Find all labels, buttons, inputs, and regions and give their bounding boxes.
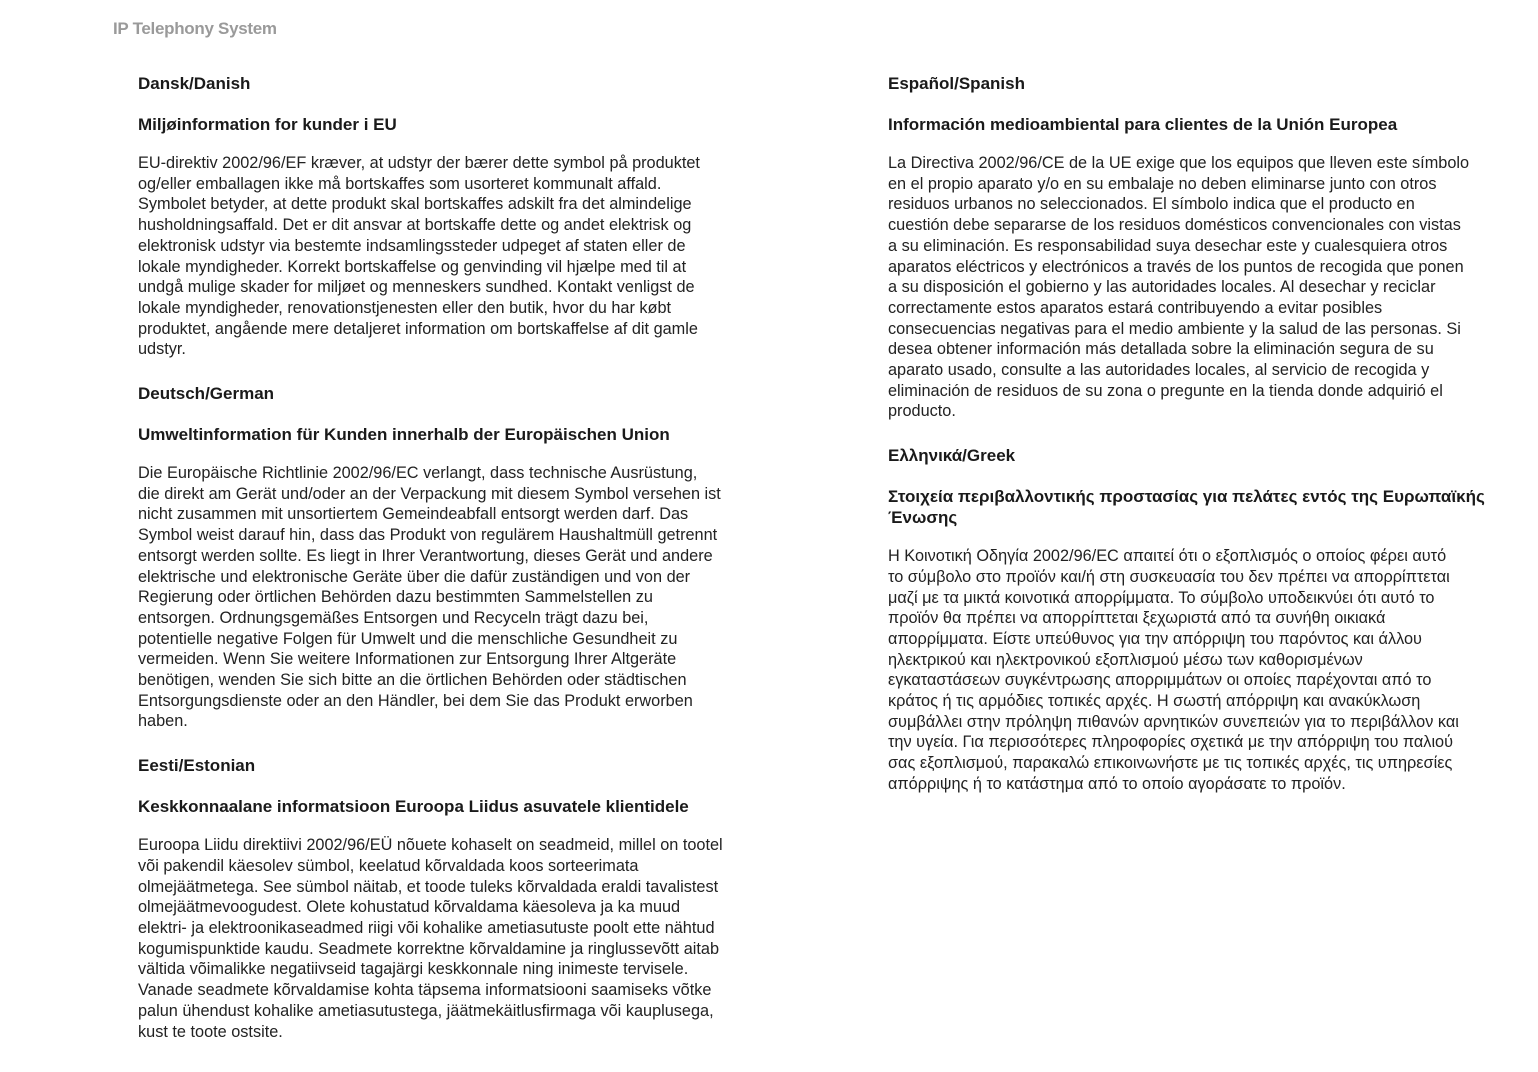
document-header-title: IP Telephony System bbox=[113, 19, 277, 38]
language-heading: Ελληνικά/Greek bbox=[888, 446, 1016, 466]
language-heading: Dansk/Danish bbox=[138, 74, 251, 93]
section-body: Η Κοινοτική Οδηγία 2002/96/EC απαιτεί ότι ο εξοπλισμός ο οποίος φέρει αυτό το σύμβολο στο προϊόν και/ή στη συσκευασία του δεν πρέπει να απορρίπτεται μαζί με τα μικτά κοινοτικά απορρίμματα. Το σύμβολο υποδεικνύει ότι αυτό το προϊόν θα πρέπει να απορρίπτεται ξεχωριστά από τα συνήθη οικιακά απορρίμματα. Είστε υπεύθυνος για την απόρριψη του παρόντος και άλλου ηλεκτρικού και ηλεκτρονικού εξοπλισμού μέσω των καθορισμένων εγκαταστάσεων συγκέντρωσης απορριμμάτων οι οποίες παρέχονται από το κράτος ή τις αρμόδιες τοπικές αρχές. Η σωστή απόρριψη και ανακύκλωση συμβάλλει στην πρόληψη πιθανών αρνητικών συνεπειών για το περιβάλλον και την υγεία. Για περισσότερες πληροφορίες σχετικά με την απόρριψη του παλιού σας εξοπλισμού, παρακαλώ επικοινωνήστε με τις τοπικές αρχές, τις υπηρεσίες απόρριψης ή το κατάστημα από το οποίο αγοράσατε το προϊόν. bbox=[888, 547, 1459, 793]
section-danish bbox=[138, 72, 798, 360]
section-german bbox=[138, 382, 798, 732]
section-heading: Información medioambiental para clientes de la Unión Europea bbox=[888, 115, 1398, 134]
language-heading: Deutsch/German bbox=[138, 384, 275, 404]
section-heading: Στοιχεία περιβαλλοντικής προστασίας για πελάτες εντός της Ευρωπαϊκής Ένωσης bbox=[888, 487, 1485, 528]
section-body: EU-direktiv 2002/96/EF kræver, at udstyr der bærer dette symbol på produktet og/eller emballagen ikke må bortskaffes som usorteret kommunalt affald. Symbolet betyder, at dette produkt skal bortskaffes adskilt fra det almindelige husholdningsaffald. Det er dit ansvar at bortskaffe dette og andet elektrisk og elektronisk udstyr via bestemte indsamlingssteder udpeget af staten eller de lokale myndigheder. Korrekt bortskaffelse og genvinding vil hjælpe med til at undgå mulige skader for miljøet og menneskers sundhed. Kontakt venligst de lokale myndigheder, renovationstjenesten eller den butik, hvor du har købt produktet, angående mere detaljeret information om bortskaffelse af dit gamle udstyr. bbox=[138, 154, 700, 359]
language-heading: Eesti/Estonian bbox=[138, 756, 256, 776]
section-spanish bbox=[888, 72, 1536, 422]
left-column bbox=[138, 72, 798, 1064]
section-body: Die Europäische Richtlinie 2002/96/EC verlangt, dass technische Ausrüstung, die direkt am Gerät und/oder an der Verpackung mit diesem Symbol versehen ist nicht zusammen mit unsortiertem Gemeindeabfall entsorgt werden darf. Das Symbol weist darauf hin, dass das Produkt von regulärem Haushaltmüll getrennt entsorgt werden sollte. Es liegt in Ihrer Verantwortung, dieses Gerät und andere elektrische und elektronische Geräte über die dafür zuständigen und von der Regierung oder örtlichen Behörden dazu bestimmten Sammelstellen zu entsorgen. Ordnungsgemäßes Entsorgen und Recyceln trägt dazu bei, potentielle negative Folgen für Umwelt und die menschliche Gesundheit zu vermeiden. Wenn Sie weitere Informationen zur Entsorgung Ihrer Altgeräte benötigen, wenden Sie sich bitte an die örtlichen Behörden oder städtischen Entsorgungsdienste oder an den Händler, bei dem Sie das Produkt erworben haben. bbox=[138, 464, 721, 731]
section-body: La Directiva 2002/96/CE de la UE exige que los equipos que lleven este símbolo en el propio aparato y/o en su embalaje no deben eliminarse junto con otros residuos urbanos no seleccionados. El símbolo indica que el producto en cuestión debe separarse de los residuos domésticos convencionales con vistas a su eliminación. Es responsabilidad suya desechar este y cualesquiera otros aparatos eléctricos y electrónicos a través de los puntos de recogida que ponen a su disposición el gobierno y las autoridades locales. Al desechar y reciclar correctamente estos aparatos estará contribuyendo a evitar posibles consecuencias negativas para el medio ambiente y la salud de las personas. Si desea obtener información más detallada sobre la eliminación segura de su aparato usado, consulte a las autoridades locales, al servicio de recogida y eliminación de residuos de su zona o pregunte en la tienda donde adquirió el producto. bbox=[888, 154, 1470, 421]
section-heading: Miljøinformation for kunder i EU bbox=[138, 115, 397, 134]
right-column bbox=[888, 72, 1536, 817]
language-heading: Español/Spanish bbox=[888, 74, 1025, 93]
section-greek bbox=[888, 444, 1536, 794]
section-body: Euroopa Liidu direktiivi 2002/96/EÜ nõuete kohaselt on seadmeid, millel on tootel või pakendil käesolev sümbol, keelatud kõrvaldada koos sorteerimata olmejäätmetega. See sümbol näitab, et toode tuleks kõrvaldada eraldi tavalistest olmejäätmevoogudest. Olete kohustatud kõrvaldama käesoleva ja ka muud elektri- ja elektroonikaseadmed riigi või kohalike ametiasutuste poolt ette nähtud kogumispunktide kaudu. Seadmete korrektne kõrvaldamine ja ringlussevõtt aitab vältida võimalikke negatiivseid tagajärgi keskkonnale ning inimeste tervisele. Vanade seadmete kõrvaldamise kohta täpsema informatsiooni saamiseks võtke palun ühendust kohalike ametiasutustega, jäätmekäitlusfirmaga või kauplusega, kust te toote ostsite. bbox=[138, 836, 723, 1041]
section-heading: Umweltinformation für Kunden innerhalb der Europäischen Union bbox=[138, 425, 670, 445]
section-heading: Keskkonnaalane informatsioon Euroopa Liidus asuvatele klientidele bbox=[138, 797, 689, 817]
section-estonian bbox=[138, 754, 798, 1042]
